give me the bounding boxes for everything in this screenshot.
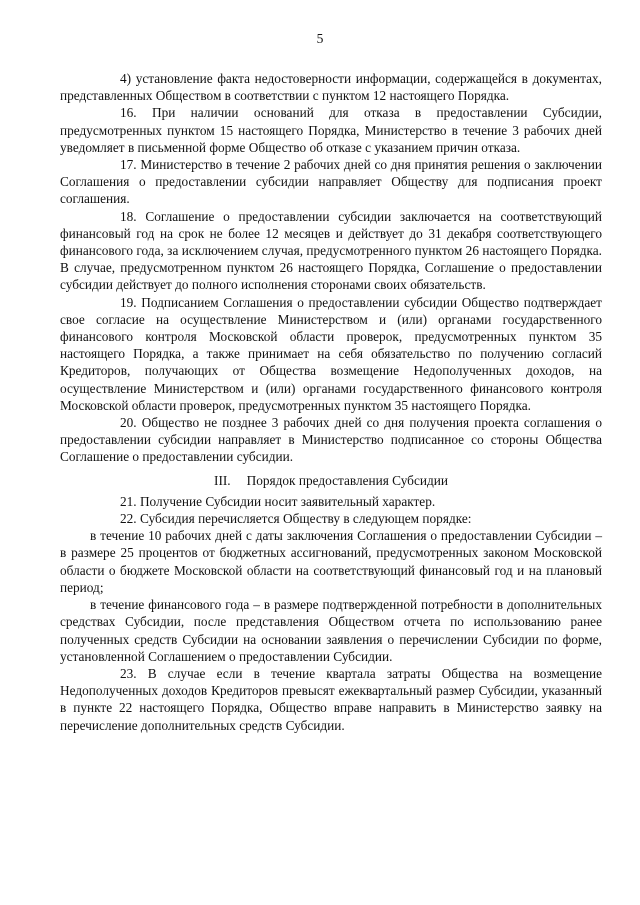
paragraph-text: Соглашение о предоставлении субсидии заключается на соответствующий финансовый год на срок не более 12 месяцев и действует до 31 декабря соответствующего финансового года, за исключением случая, предусмотренного пунктом 26 настоящего Порядка. В случае, предусмотренном пунктом 26 настоящего Порядка, Соглашение о предоставлении субсидии действует до полного исполнения сторонами своих обязательств. xyxy=(60,208,603,293)
section-number: III. xyxy=(214,472,231,488)
paragraph-number: 17. xyxy=(120,157,137,173)
paragraph-22-item-2 xyxy=(60,596,602,665)
page-number: 5 xyxy=(316,31,324,46)
paragraph-text: Подписанием Соглашения о предоставлении субсидии Общество подтверждает свое согласие на осуществление Министерством и (или) органами государственного финансового контроля Московской области проверок, предусмотренных пунктом 35 настоящего Порядка, а также принимает на себя обязательство по получению согласий Кредиторов, получающих от Общества возмещение Недополученных доходов, на осуществление Министерством и (или) органами государственного финансового контроля Московской области проверок, предусмотренных пунктом 35 настоящего Порядка. xyxy=(60,294,602,413)
section-heading xyxy=(60,472,602,489)
paragraph-text: Министерство в течение 2 рабочих дней со дня принятия решения о заключении Соглашения о предоставлении субсидии направляет Обществу для подписания проект соглашения. xyxy=(60,157,602,207)
paragraph-number: 16. xyxy=(120,105,137,121)
paragraph-18 xyxy=(60,208,602,294)
paragraph-number: 22. xyxy=(120,511,137,527)
paragraph-text: В случае если в течение квартала затраты Общества на возмещение Недополученных доходов Кредиторов превысят ежеквартальный размер Субсидии, указанный в пункте 22 настоящего Порядка, Общество вправе направить в Министерство заявку на перечисление дополнительных средств Субсидии. xyxy=(60,665,603,733)
paragraph-16 xyxy=(60,104,602,156)
paragraph-number: 19. xyxy=(120,294,137,310)
paragraph-number: 4) xyxy=(120,71,132,86)
paragraph-item-4 xyxy=(60,70,602,104)
paragraph-number: 21. xyxy=(120,493,137,509)
paragraph-20 xyxy=(60,414,602,466)
paragraph-23 xyxy=(60,665,602,734)
paragraph-19 xyxy=(60,294,602,414)
paragraph-text: в течение 10 рабочих дней с даты заключения Соглашения о предоставлении Субсидии – в размере 25 процентов от бюджетных ассигнований, предусмотренных законом Московской области о бюджете Московской области на соответствующий финансовый год и на плановый период; xyxy=(60,528,602,595)
paragraph-22-item-1 xyxy=(60,527,602,596)
section-title: Порядок предоставления Субсидии xyxy=(246,472,448,488)
paragraph-text: установление факта недостоверности информации, содержащейся в документах, представленных Обществом в соответствии с пунктом 12 настоящего Порядка. xyxy=(60,71,603,104)
paragraph-21 xyxy=(60,493,602,510)
paragraph-number: 18. xyxy=(120,208,137,224)
paragraph-number: 23. xyxy=(120,665,137,681)
paragraph-22 xyxy=(60,510,602,527)
document-body xyxy=(60,70,602,734)
paragraph-text: в течение финансового года – в размере подтвержденной потребности в дополнительных средствах Субсидии, после представления Обществом отчета по использованию ранее полученных средств Субсидии на основании заявления о перечислении Субсидии по форме, установленной Соглашением о предоставлении Субсидии. xyxy=(60,597,602,664)
paragraph-17 xyxy=(60,156,602,208)
paragraph-number: 20. xyxy=(120,415,137,431)
paragraph-text: При наличии оснований для отказа в предоставлении Субсидии, предусмотренных пунктом 15 настоящего Порядка, Министерство в течение 3 рабочих дней уведомляет в письменной форме Общество об отказе с указанием причин отказа. xyxy=(60,105,603,155)
paragraph-text: Общество не позднее 3 рабочих дней со дня получения проекта соглашения о предоставлении субсидии направляет в Министерство подписанное со стороны Общества Соглашение о предоставлении субсидии. xyxy=(60,415,602,465)
paragraph-text: Получение Субсидии носит заявительный характер. xyxy=(139,493,436,509)
paragraph-text: Субсидия перечисляется Обществу в следующем порядке: xyxy=(139,511,472,527)
